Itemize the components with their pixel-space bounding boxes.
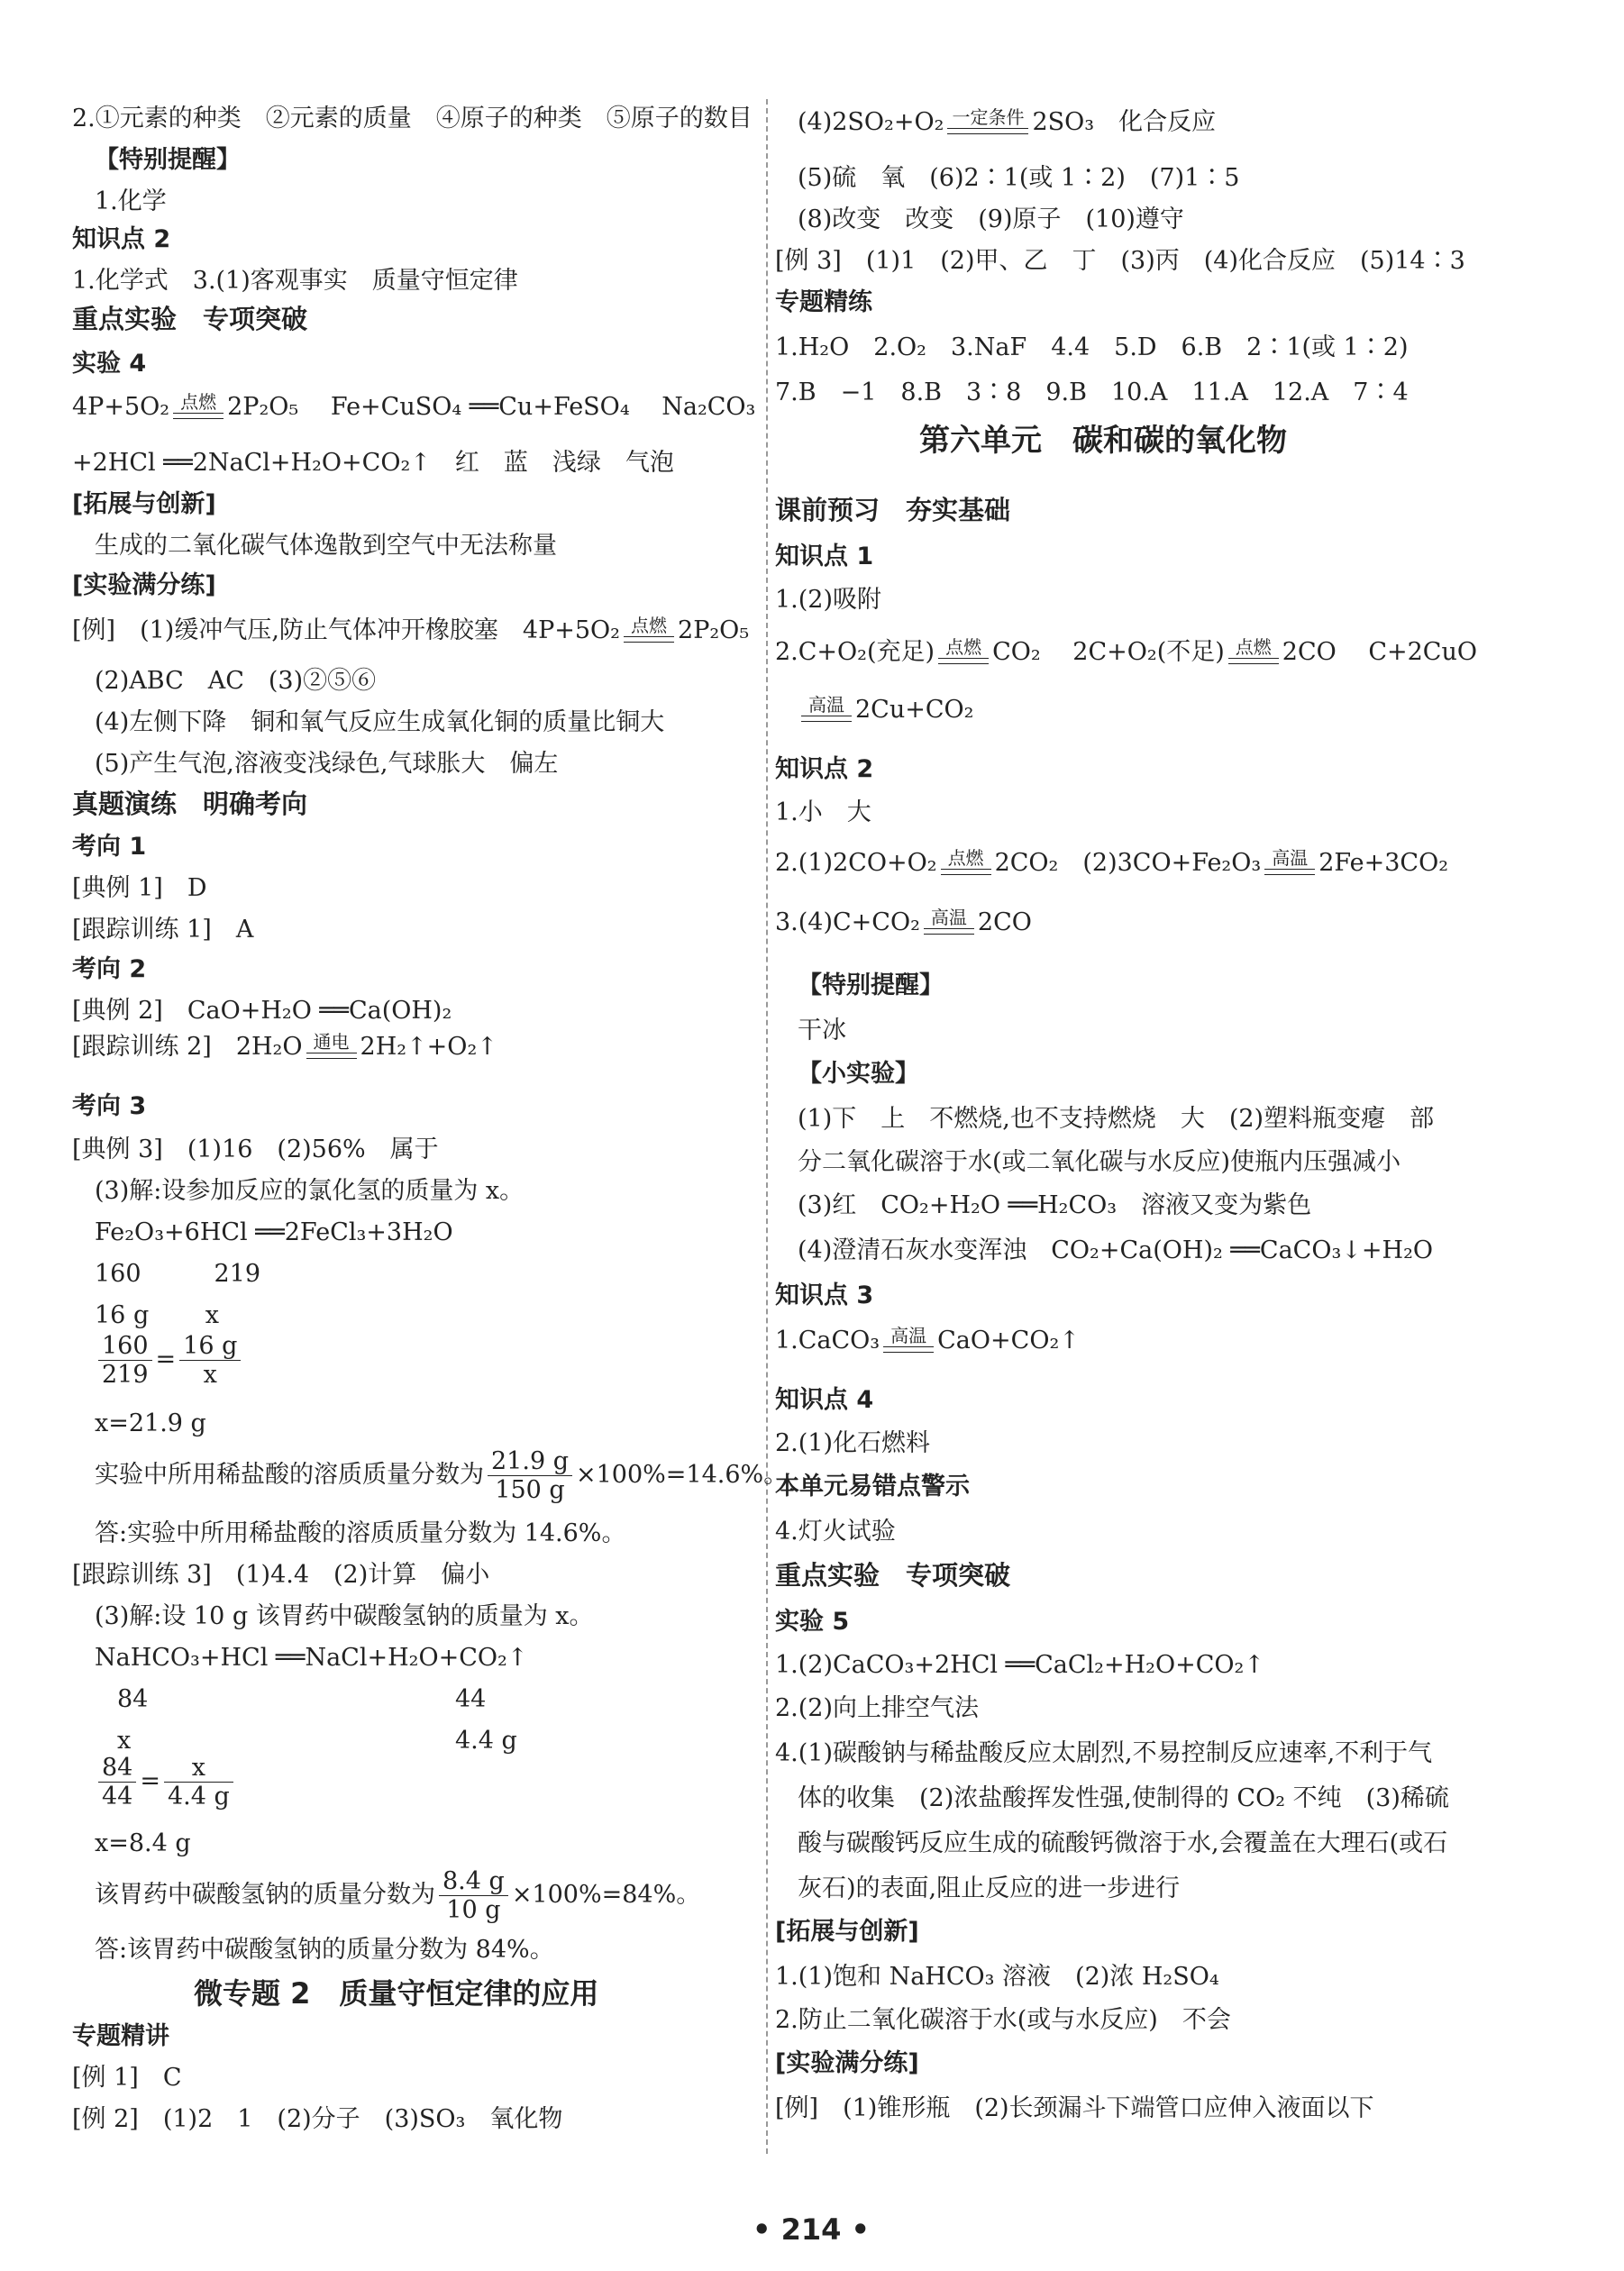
answer-line: 体的收集 (2)浓盐酸挥发性强,使制得的 CO₂ 不纯 (3)稀硫 xyxy=(798,1784,1449,1812)
condition-label: 通电 xyxy=(313,1031,350,1053)
answer-line: [例 2] (1)2 1 (2)分子 (3)SO₃ 氧化物 xyxy=(72,2105,563,2133)
equation-text: 2P₂O₅ xyxy=(678,616,750,644)
condition-label: 高温 xyxy=(1272,847,1309,869)
reaction-condition xyxy=(173,393,224,419)
subheading: 本单元易错点警示 xyxy=(775,1473,970,1500)
answer-line: 2.(2)向上排空气法 xyxy=(775,1694,980,1722)
calc-text: ×100%=84%。 xyxy=(511,1881,701,1909)
equation-text: 2CO C+2CuO xyxy=(1282,638,1477,666)
answer-line: 灰石)的表面,阻止反应的进一步进行 xyxy=(798,1874,1181,1902)
section-heading: 真题演练 明确考向 xyxy=(72,789,308,819)
numerator: x xyxy=(164,1756,233,1783)
equation-text: 2.C+O₂(充足) xyxy=(775,638,935,666)
reaction-condition xyxy=(1264,849,1315,875)
equation-text: 2.(1)2CO+O₂ xyxy=(775,849,937,877)
answer-line: 生成的二氧化碳气体逸散到空气中无法称量 xyxy=(95,532,557,560)
fraction xyxy=(164,1756,233,1809)
reaction-condition xyxy=(801,696,852,722)
equals-sign xyxy=(938,658,989,664)
equals-sign xyxy=(1228,658,1279,664)
experiment-heading: 实验 4 xyxy=(72,350,147,378)
calc-line: 160 219 xyxy=(95,1260,261,1288)
fraction xyxy=(98,1756,136,1809)
answer-line: 4.(1)碳酸钠与稀盐酸反应太剧烈,不易控制反应速率,不利于气 xyxy=(775,1739,1433,1767)
calc-text: 实验中所用稀盐酸的溶质质量分数为 xyxy=(95,1461,484,1489)
equals-sign xyxy=(924,928,974,935)
answer-line: [例 3] (1)1 (2)甲、乙 丁 (3)丙 (4)化合反应 (5)14∶3 xyxy=(775,247,1465,275)
equation-text: [跟踪训练 2] 2H₂O xyxy=(72,1033,303,1061)
answer-line: 1.(2)吸附 xyxy=(775,586,882,614)
condition-label: 点燃 xyxy=(1235,636,1272,658)
equals-sign xyxy=(947,128,1028,134)
reaction-condition xyxy=(947,108,1028,134)
calc-line: 16 g x xyxy=(95,1301,220,1329)
proportion-line xyxy=(95,1334,244,1387)
answer-line: 酸与碳酸钙反应生成的硫酸钙微溶于水,会覆盖在大理石(或石 xyxy=(798,1829,1448,1857)
equation-text: 2P₂O₅ Fe+CuSO₄ ══Cu+FeSO₄ Na₂CO₃ xyxy=(227,393,756,421)
condition-label: 高温 xyxy=(890,1325,927,1346)
calc-line: x xyxy=(117,1727,132,1755)
condition-label: 高温 xyxy=(930,907,967,928)
subheading: [拓展与创新] xyxy=(72,490,216,518)
calc-text: 该胃药中碳酸氢钠的质量分数为 xyxy=(95,1881,435,1909)
topic-heading: 考向 1 xyxy=(72,833,147,861)
answer-line: (5)硫 氧 (6)2∶1(或 1∶2) (7)1∶5 xyxy=(798,164,1240,192)
proportion-line xyxy=(95,1756,237,1809)
equation-text: 2Cu+CO₂ xyxy=(855,696,974,724)
equals-text: = xyxy=(155,1345,177,1373)
knowledge-point-heading: 知识点 4 xyxy=(775,1386,874,1414)
answer-line: (2)ABC AC (3)②⑤⑥ xyxy=(95,667,377,695)
answer-line: 2.①元素的种类 ②元素的质量 ④原子的种类 ⑤原子的数目 xyxy=(72,105,753,132)
equation-line xyxy=(72,393,755,419)
topic-heading: 考向 3 xyxy=(72,1092,147,1120)
fraction xyxy=(488,1449,572,1502)
knowledge-point-heading: 知识点 2 xyxy=(72,225,171,253)
denominator: 44 xyxy=(102,1783,133,1810)
subheading: 【特别提醒】 xyxy=(95,146,241,174)
reaction-condition xyxy=(624,616,674,643)
topic-heading: 考向 2 xyxy=(72,955,147,983)
equation-line xyxy=(775,908,1032,935)
equation-line xyxy=(72,616,749,643)
answer-line: [跟踪训练 3] (1)4.4 (2)计算 偏小 xyxy=(72,1561,490,1589)
equation-line xyxy=(775,638,1477,664)
numerator: 160 xyxy=(98,1334,152,1361)
equation-text: 2Fe+3CO₂ xyxy=(1318,849,1449,877)
numerator: 8.4 g xyxy=(439,1869,508,1896)
condition-label: 一定条件 xyxy=(952,106,1025,128)
condition-label: 点燃 xyxy=(945,636,982,658)
answer-line: 2.(1)化石燃料 xyxy=(775,1429,931,1457)
reaction-condition xyxy=(941,849,991,875)
reaction-condition xyxy=(924,908,974,935)
subheading: [拓展与创新] xyxy=(775,1918,919,1946)
calc-line: 84 xyxy=(117,1685,149,1713)
calc-text: ×100%=14.6%。 xyxy=(575,1461,789,1489)
numerator: 21.9 g xyxy=(488,1449,572,1476)
fraction xyxy=(179,1334,241,1387)
answer-line: (4)左侧下降 铜和氧气反应生成氧化铜的质量比铜大 xyxy=(95,708,665,736)
answer-line: [例] (1)锥形瓶 (2)长颈漏斗下端管口应伸入液面以下 xyxy=(775,2094,1374,2122)
equals-sign xyxy=(1264,869,1315,875)
equation-text: 3.(4)C+CO₂ xyxy=(775,908,920,936)
answer-line: [例 1] C xyxy=(72,2064,182,2092)
equals-sign xyxy=(306,1053,357,1059)
denominator: 10 g xyxy=(446,1896,501,1924)
answer-line: 1.化学式 3.(1)客观事实 质量守恒定律 xyxy=(72,267,518,295)
answer-line: 1.化学 xyxy=(95,187,167,215)
answer-line: 答:该胃药中碳酸氢钠的质量分数为 84%。 xyxy=(95,1936,554,1964)
equation-text: 2CO xyxy=(977,908,1032,936)
equals-sign xyxy=(624,636,674,643)
subheading: 专题精讲 xyxy=(72,2022,169,2050)
answer-line: (8)改变 改变 (9)原子 (10)遵守 xyxy=(798,205,1184,233)
answer-line: 1.小 大 xyxy=(775,798,871,826)
section-heading: 重点实验 专项突破 xyxy=(72,304,308,334)
equation-text: 4P+5O₂ xyxy=(72,393,170,421)
fraction xyxy=(98,1334,152,1387)
calc-line xyxy=(95,1869,700,1922)
answer-line: [典例 1] D xyxy=(72,874,207,902)
experiment-heading: 实验 5 xyxy=(775,1608,850,1636)
equation-text: 2SO₃ 化合反应 xyxy=(1032,108,1217,136)
page-number: • 214 • xyxy=(753,2212,870,2247)
denominator: 150 g xyxy=(495,1476,565,1504)
condition-label: 高温 xyxy=(808,694,844,716)
condition-label: 点燃 xyxy=(947,847,984,869)
calc-line: 44 xyxy=(455,1685,487,1713)
equals-text: = xyxy=(140,1767,160,1795)
equation-line: Fe₂O₃+6HCl ══2FeCl₃+3H₂O xyxy=(95,1218,453,1246)
answer-line: (5)产生气泡,溶液变浅绿色,气球胀大 偏左 xyxy=(95,750,559,778)
answer-line: 2.防止二氧化碳溶于水(或与水反应) 不会 xyxy=(775,2006,1231,2034)
answer-line: [典例 3] (1)16 (2)56% 属于 xyxy=(72,1136,439,1163)
answer-line: 分二氧化碳溶于水(或二氧化碳与水反应)使瓶内压强减小 xyxy=(798,1148,1401,1176)
denominator: 4.4 g xyxy=(167,1783,230,1810)
knowledge-point-heading: 知识点 1 xyxy=(775,543,874,570)
equals-sign xyxy=(173,413,224,419)
subheading: 专题精练 xyxy=(775,288,872,316)
condition-label: 点燃 xyxy=(631,615,668,636)
denominator: x xyxy=(203,1361,217,1389)
answer-line: 干冰 xyxy=(798,1017,846,1044)
unit-title: 第六单元 碳和碳的氧化物 xyxy=(919,423,1287,459)
denominator: 219 xyxy=(102,1361,149,1389)
equation-text: (4)2SO₂+O₂ xyxy=(798,108,944,136)
equals-sign xyxy=(801,716,852,722)
answer-line: (3)解:设参加反应的氯化氢的质量为 x。 xyxy=(95,1177,525,1205)
reaction-condition xyxy=(938,638,989,664)
subheading: [实验满分练] xyxy=(72,571,216,599)
knowledge-point-heading: 知识点 3 xyxy=(775,1281,874,1309)
calc-line xyxy=(95,1449,788,1502)
equation-text: 2CO₂ (2)3CO+Fe₂O₃ xyxy=(994,849,1262,877)
equals-sign xyxy=(941,869,991,875)
equation-text: CO₂ 2C+O₂(不足) xyxy=(992,638,1225,666)
numerator: 84 xyxy=(98,1756,136,1783)
answer-line: 1.H₂O 2.O₂ 3.NaF 4.4 5.D 6.B 2∶1(或 1∶2) xyxy=(775,333,1409,361)
answer-line: [跟踪训练 1] A xyxy=(72,916,254,944)
calc-line: x=8.4 g xyxy=(95,1829,191,1857)
answer-line: (3)解:设 10 g 该胃药中碳酸氢钠的质量为 x。 xyxy=(95,1602,594,1630)
equation-text: 1.CaCO₃ xyxy=(775,1327,880,1354)
reaction-condition xyxy=(1228,638,1279,664)
calc-line: 4.4 g xyxy=(455,1727,517,1755)
section-heading: 重点实验 专项突破 xyxy=(775,1560,1011,1591)
subheading: 【小实验】 xyxy=(798,1060,919,1088)
equation-text: CaO+CO₂↑ xyxy=(937,1327,1080,1354)
answer-line: 4.灯火试验 xyxy=(775,1518,896,1546)
calc-line: x=21.9 g xyxy=(95,1409,206,1437)
equation-line: +2HCl ══2NaCl+H₂O+CO₂↑ 红 蓝 浅绿 气泡 xyxy=(72,449,674,477)
section-heading: 课前预习 夯实基础 xyxy=(775,495,1011,525)
answer-line: 1.(1)饱和 NaHCO₃ 溶液 (2)浓 H₂SO₄ xyxy=(775,1963,1219,1991)
micro-topic-heading: 微专题 2 质量守恒定律的应用 xyxy=(194,1976,599,2011)
equation-line: (3)红 CO₂+H₂O ══H₂CO₃ 溶液又变为紫色 xyxy=(798,1191,1312,1219)
equation-text: 2H₂↑+O₂↑ xyxy=(360,1033,497,1061)
subheading: [实验满分练] xyxy=(775,2049,919,2077)
column-divider xyxy=(766,99,768,2154)
subheading: 【特别提醒】 xyxy=(798,971,944,999)
condition-label: 点燃 xyxy=(180,391,217,413)
answer-line: 答:实验中所用稀盐酸的溶质质量分数为 14.6%。 xyxy=(95,1519,626,1547)
equation-line: [典例 2] CaO+H₂O ══Ca(OH)₂ xyxy=(72,997,452,1025)
knowledge-point-heading: 知识点 2 xyxy=(775,755,874,783)
reaction-condition xyxy=(883,1327,934,1353)
fraction xyxy=(439,1869,508,1922)
equation-line xyxy=(798,696,973,722)
answer-line: (1)下 上 不燃烧,也不支持燃烧 大 (2)塑料瓶变瘪 部 xyxy=(798,1105,1435,1133)
reaction-condition xyxy=(306,1033,357,1059)
equation-line xyxy=(798,108,1216,134)
equation-line: NaHCO₃+HCl ══NaCl+H₂O+CO₂↑ xyxy=(95,1644,528,1672)
equation-line xyxy=(775,849,1448,875)
numerator: 16 g xyxy=(179,1334,241,1361)
equals-sign xyxy=(883,1346,934,1353)
equation-line xyxy=(72,1033,497,1059)
equation-text: [例] (1)缓冲气压,防止气体冲开橡胶塞 4P+5O₂ xyxy=(72,616,621,644)
equation-line: 1.(2)CaCO₃+2HCl ══CaCl₂+H₂O+CO₂↑ xyxy=(775,1651,1264,1679)
answer-line: 7.B −1 8.B 3∶8 9.B 10.A 11.A 12.A 7∶4 xyxy=(775,378,1409,406)
equation-line: (4)澄清石灰水变浑浊 CO₂+Ca(OH)₂ ══CaCO₃↓+H₂O xyxy=(798,1236,1434,1264)
equation-line xyxy=(775,1327,1080,1353)
